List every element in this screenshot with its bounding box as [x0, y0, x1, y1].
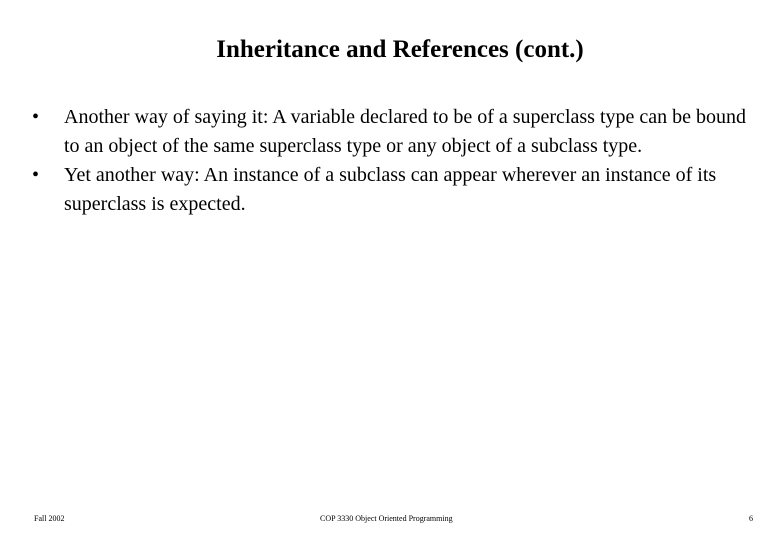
footer-page-number: 6 — [749, 514, 753, 523]
footer-date: Fall 2002 — [34, 514, 65, 523]
bullet-marker: • — [32, 164, 40, 186]
bullet-item — [32, 161, 762, 219]
bullet-text: Yet another way: An instance of a subclass can appear wherever an instance of its superclass is expected. — [64, 164, 717, 215]
bullet-marker: • — [32, 106, 40, 128]
slide-title: Inheritance and References (cont.) — [216, 36, 584, 63]
bullet-list — [32, 103, 762, 219]
bullet-item — [32, 103, 762, 161]
bullet-text: Another way of saying it: A variable declared to be of a superclass type can be bound to an object of the same superclass type or any object of a subclass type. — [64, 106, 747, 157]
footer-course: COP 3330 Object Oriented Programming — [320, 514, 453, 523]
